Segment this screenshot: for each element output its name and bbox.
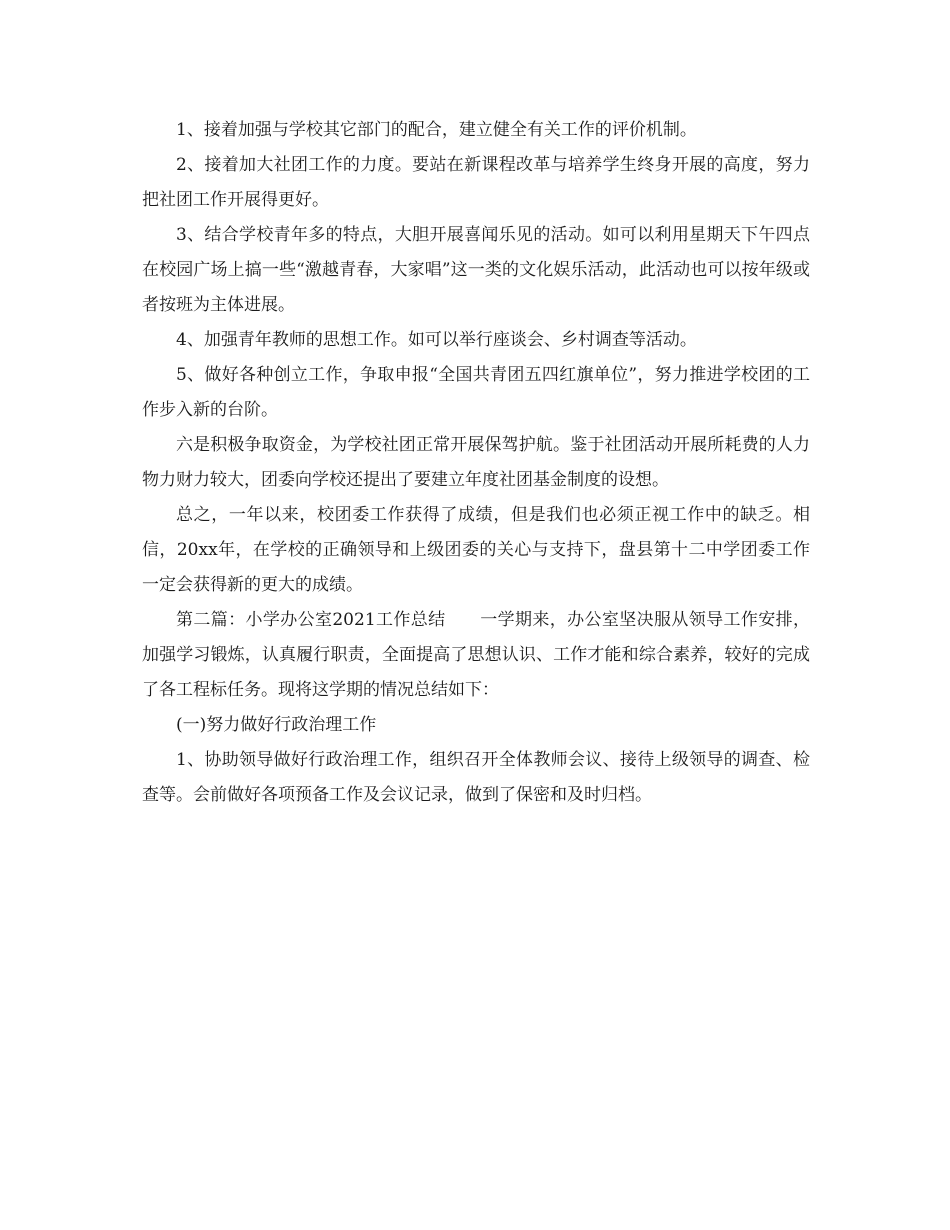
paragraph-6: 六是积极争取资金，为学校社团正常开展保驾护航。鉴于社团活动开展所耗费的人力物力财力较大，团委向学校还提出了要建立年度社团基金制度的设想。	[142, 435, 810, 490]
paragraph-8: 第二篇：小学办公室2021工作总结 一学期来，办公室坚决服从领导工作安排，加强学习锻炼，认真履行职责，全面提高了思想认识、工作才能和综合素养，较好的完成了各工程标任务。现将这学期的情况总结如下：	[142, 610, 810, 700]
document-body	[142, 113, 810, 813]
paragraph-10: 1、协助领导做好行政治理工作，组织召开全体教师会议、接待上级领导的调查、检查等。会前做好各项预备工作及会议记录，做到了保密和及时归档。	[142, 750, 810, 805]
paragraph-7: 总之，一年以来，校团委工作获得了成绩，但是我们也必须正视工作中的缺乏。相信，20xx年，在学校的正确领导和上级团委的关心与支持下，盘县第十二中学团委工作一定会获得新的更大的成绩。	[142, 505, 810, 595]
paragraph-2: 2、接着加大社团工作的力度。要站在新课程改革与培养学生终身开展的高度，努力把社团工作开展得更好。	[142, 155, 810, 210]
section-heading: (一)努力做好行政治理工作	[176, 715, 377, 735]
paragraph-3: 3、结合学校青年多的特点，大胆开展喜闻乐见的活动。如可以利用星期天下午四点在校园广场上搞一些“激越青春，大家唱”这一类的文化娱乐活动，此活动也可以按年级或者按班为主体进展。	[142, 225, 810, 315]
paragraph-4: 4、加强青年教师的思想工作。如可以举行座谈会、乡村调查等活动。	[176, 330, 697, 350]
paragraph-1: 1、接着加强与学校其它部门的配合，建立健全有关工作的评价机制。	[176, 120, 697, 140]
paragraph-5: 5、做好各种创立工作，争取申报“全国共青团五四红旗单位”，努力推进学校团的工作步入新的台阶。	[142, 365, 810, 420]
